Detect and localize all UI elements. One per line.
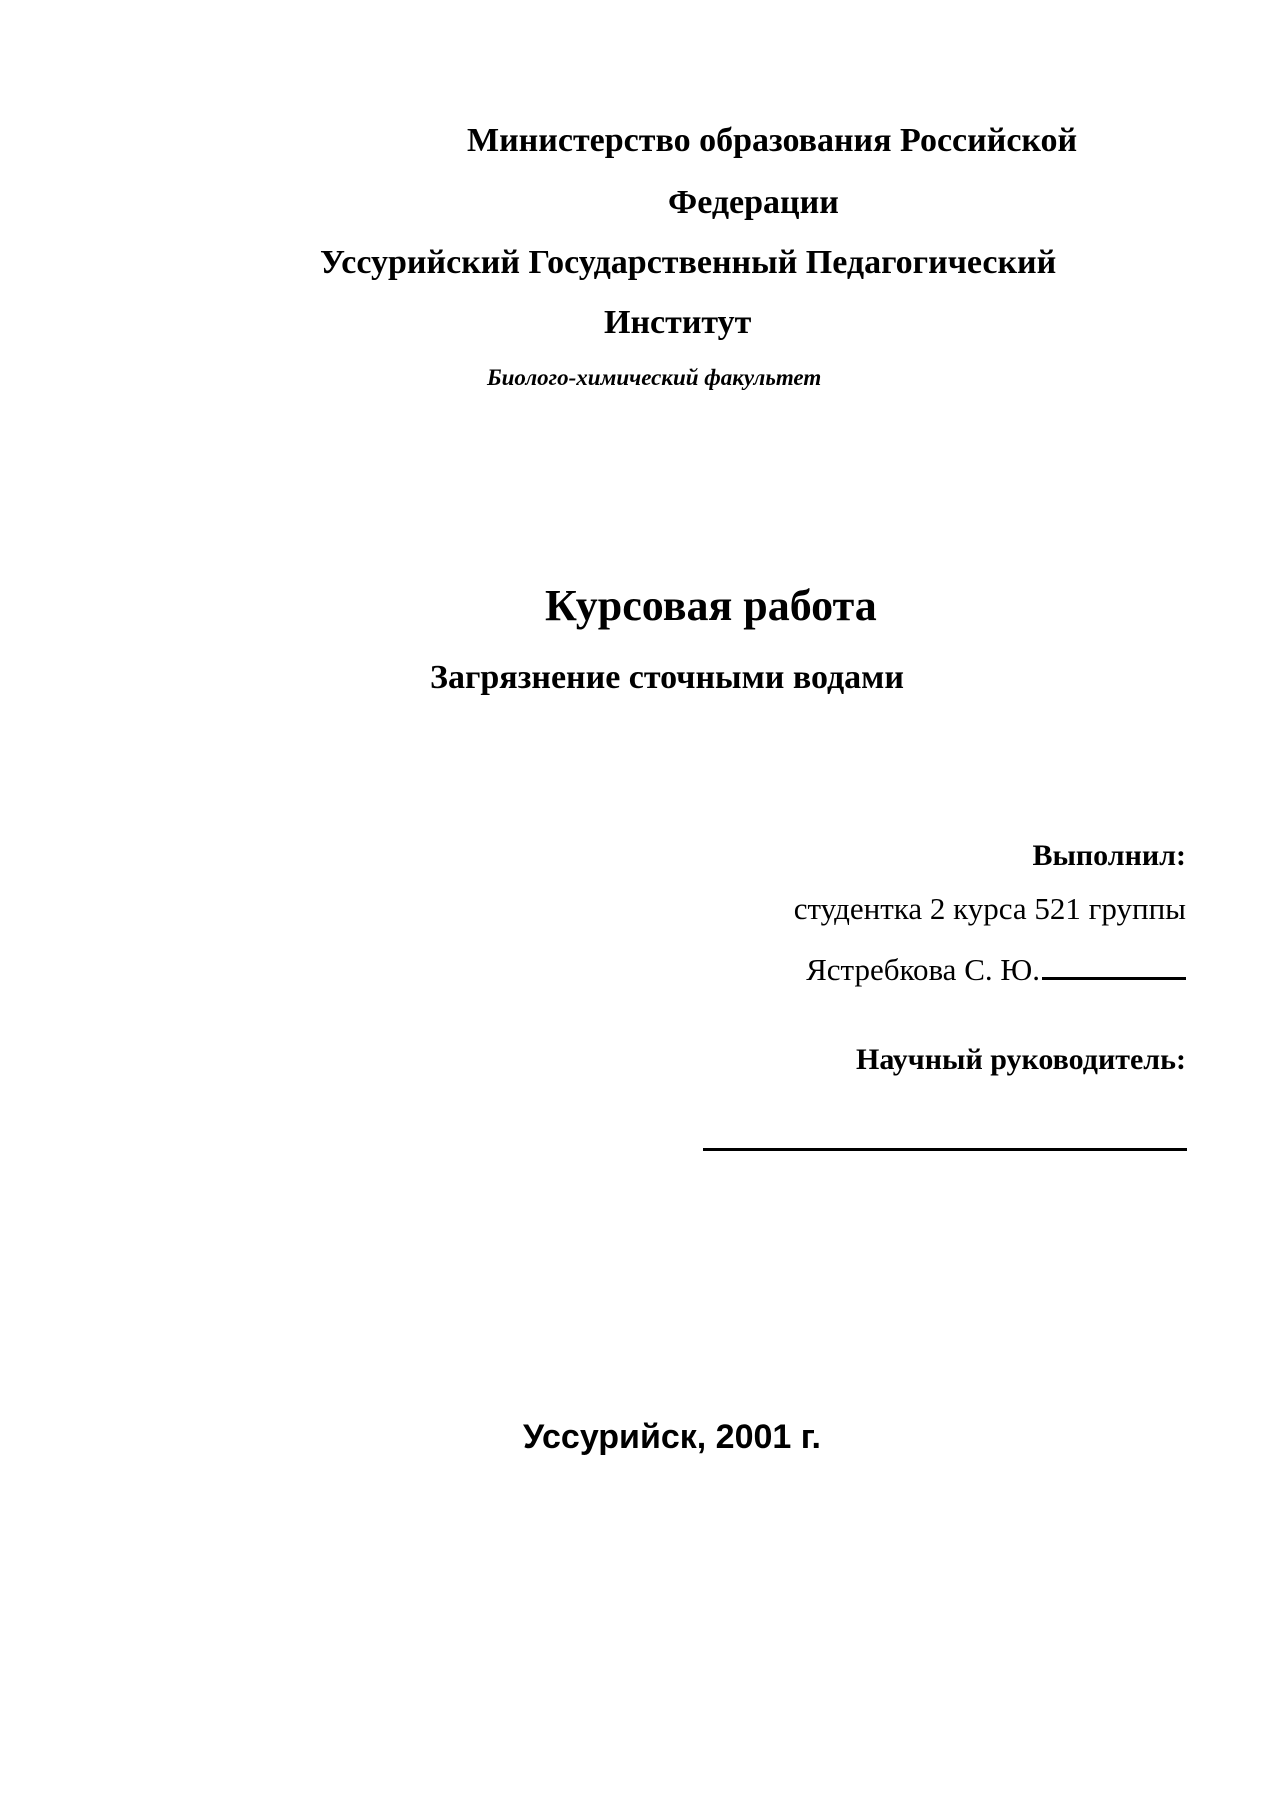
student-name: Ястребкова С. Ю.: [806, 952, 1040, 987]
student-info: студентка 2 курса 521 группы: [793, 891, 1186, 926]
work-type-heading: Курсовая работа: [545, 581, 877, 630]
institute-line-1: Уссурийский Государственный Педагогический: [320, 244, 1057, 281]
supervisor-signature-line: [703, 1148, 1187, 1151]
student-name-line: [806, 951, 1186, 985]
ministry-line-2: Федерации: [668, 184, 839, 221]
ministry-line-1: Министерство образования Российской: [467, 122, 1078, 159]
supervisor-label: Научный руководитель:: [856, 1043, 1186, 1076]
institute-line-2: Институт: [604, 304, 752, 341]
faculty-name: Биолого-химический факультет: [487, 365, 822, 390]
city-year: Уссурийск, 2001 г.: [523, 1418, 821, 1456]
student-signature-line: [1042, 951, 1186, 980]
work-topic-heading: Загрязнение сточными водами: [430, 659, 904, 696]
performed-by-label: Выполнил:: [1032, 839, 1186, 872]
